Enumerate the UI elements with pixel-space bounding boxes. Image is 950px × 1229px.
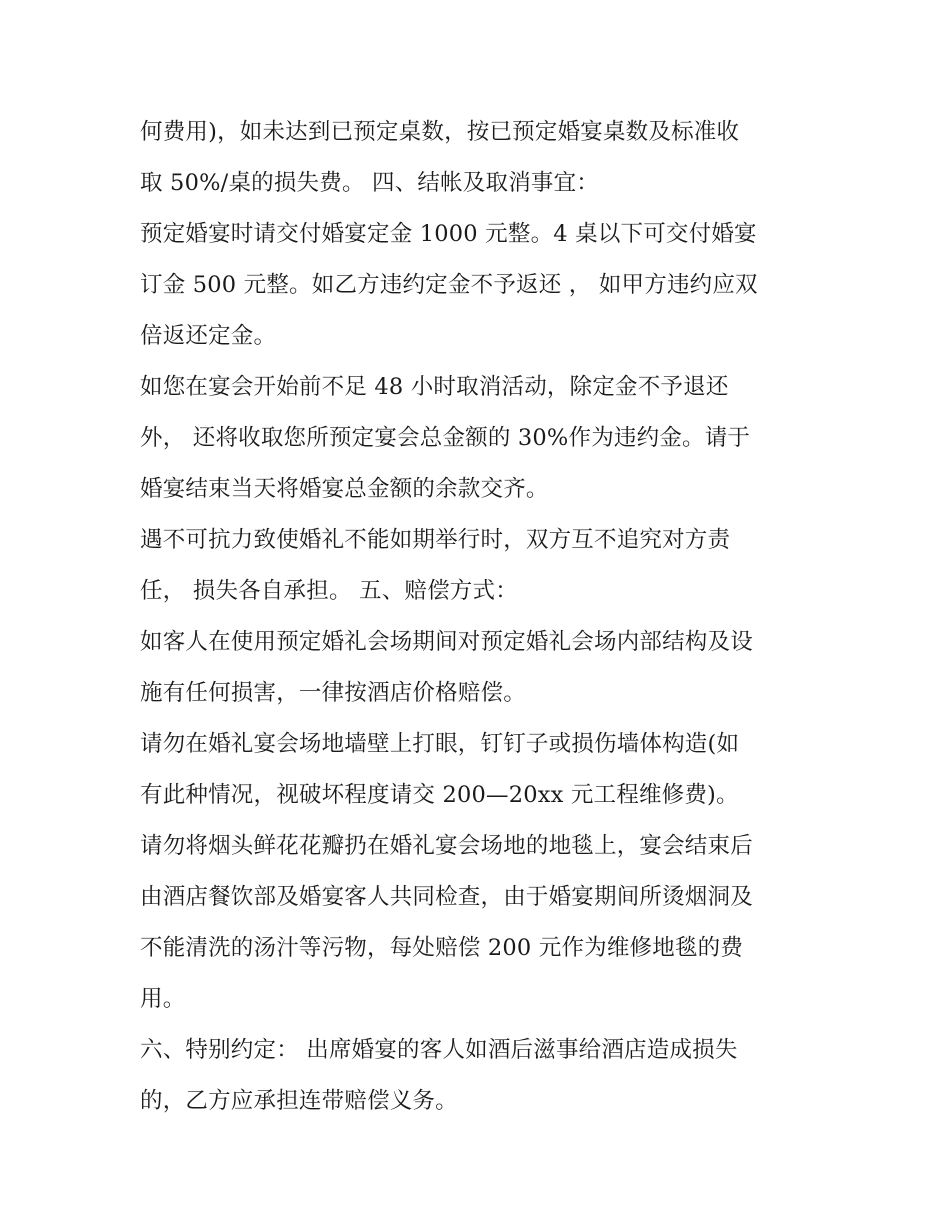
text-line: 订金 500 元整。如乙方违约定金不予返还 ， 如甲方违约应双 xyxy=(140,272,758,298)
text-line: 任， 损失各自承担。 五、赔偿方式： xyxy=(140,578,518,604)
text-line: 外， 还将收取您所预定宴会总金额的 30%作为违约金。请于 xyxy=(140,425,751,451)
text-line: 取 50%/桌的损失费。 四、结帐及取消事宜： xyxy=(140,170,599,196)
text-line: 何费用)，如未达到已预定桌数，按已预定婚宴桌数及标准收 xyxy=(140,119,740,145)
text-line: 倍返还定金。 xyxy=(140,323,277,349)
text-line: 六、特别约定： 出席婚宴的客人如酒后滋事给酒店造成损失 xyxy=(140,1037,738,1063)
text-line: 不能清洗的汤汁等污物，每处赔偿 200 元作为维修地毯的费 xyxy=(140,935,744,961)
text-line: 如客人在使用预定婚礼会场期间对预定婚礼会场内部结构及设 xyxy=(140,629,753,655)
text-line: 遇不可抗力致使婚礼不能如期举行时，双方互不追究对方责 xyxy=(140,527,731,553)
text-line: 婚宴结束当天将婚宴总金额的余款交齐。 xyxy=(140,476,549,502)
text-line: 的，乙方应承担连带赔偿义务。 xyxy=(140,1088,458,1114)
text-line: 有此种情况，视破坏程度请交 200—20xx 元工程维修费)。 xyxy=(140,782,739,808)
text-line: 预定婚宴时请交付婚宴定金 1000 元整。4 桌以下可交付婚宴 xyxy=(140,221,757,247)
document-body xyxy=(140,107,830,1127)
text-line: 用。 xyxy=(140,986,186,1012)
text-line: 请勿在婚礼宴会场地墙壁上打眼，钉钉子或损伤墙体构造(如 xyxy=(140,731,740,757)
text-line: 由酒店餐饮部及婚宴客人共同检查，由于婚宴期间所烫烟洞及 xyxy=(140,884,753,910)
text-line: 请勿将烟头鲜花花瓣扔在婚礼宴会场地的地毯上，宴会结束后 xyxy=(140,833,753,859)
text-line: 如您在宴会开始前不足 48 小时取消活动，除定金不予退还 xyxy=(140,374,729,400)
text-line: 施有任何损害，一律按酒店价格赔偿。 xyxy=(140,680,526,706)
